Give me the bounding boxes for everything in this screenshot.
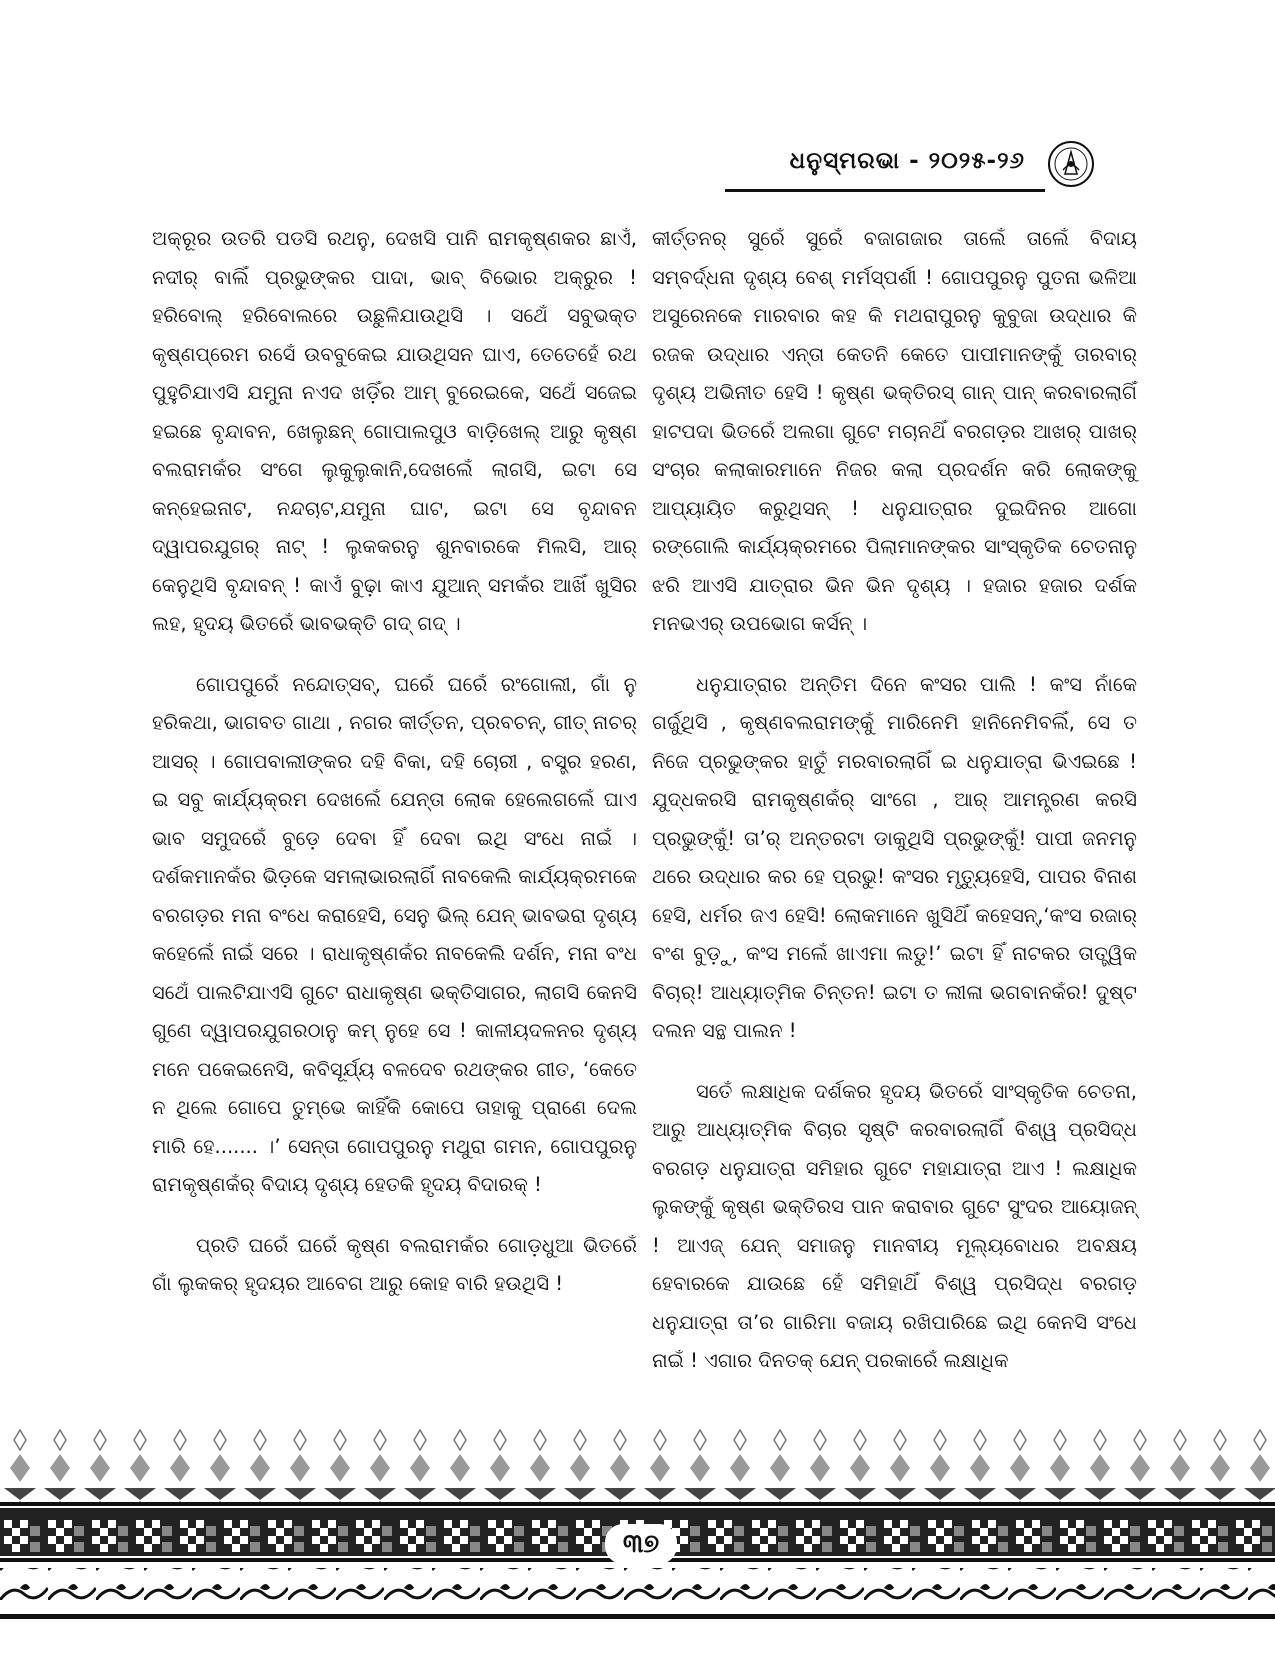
right-column [652,220,1137,1381]
paragraph: ସତେଁ ଲକ୍ଷାଧିକ ଦର୍ଶକର ହୃଦୟ ଭିତରେଁ ସାଂସ୍କୃତିକ ଚେତନା, ଆରୁ ଆଧ୍ୟାତ୍ମିକ ବିଚାର ସୃଷ୍ଟି କରବାରଲାଗିଁ ବିଶ୍ୱ ପ୍ରସିଦ୍ଧ ବରଗଡ଼ ଧନୁଯାତ୍ରା ସମିହାର ଗୁଟେ ମହାଯାତ୍ରା ଆଏ ! ଲକ୍ଷାଧିକ ଲୁକଙ୍କୁଁ କୃଷ୍ଣ ଭକ୍ତିରସ ପାନ କରାବାର ଗୁଟେ ସୁଂଦର ଆୟୋଜନ୍ ! ଆଏଜ୍ ଯେନ୍ ସମାଜନୁ ମାନବୀୟ ମୂଲ୍ୟବୋଧର ଅବକ୍ଷୟ ହେବାରକେ ଯାଉଛେ ହେଁ ସମିହାଥିଁ ବିଶ୍ୱ ପ୍ରସିଦ୍ଧ ବରଗଡ଼ ଧନୁଯାତ୍ରା ତା’ର ଗାରିମା ବଜାୟ ରଖିପାରିଛେ ଇଥି କେନସି ସଂଧେ ନାଇଁ ! ଏଗାର ଦିନତକ୍ ଯେନ୍ ପରକାରେଁ ଲକ୍ଷାଧିକ [652,1079,1137,1372]
paragraph: ଧନୁଯାତ୍ରାର ଅନ୍ତିମ ଦିନେ କଂସର ପାଲି ! କଂସ ନାଁକେ ଗର୍ଜୁଥିସି , କୃଷ୍ଣବଲରାମଙ୍କୁଁ ମାରିନେମି ହାନିନେମିବଲିଁ, ସେ ତ ନିଜେ ପ୍ରଭୁଙ୍କର ହାତୁଁ ମରବାରଲାଗିଁ ଇ ଧନୁଯାତ୍ରା ଭିଏଇଛେ ! ଯୁଦ୍ଧକରସି ରାମକୃଷ୍ଣକଁର୍ ସାଂଗେ , ଆର୍ ଆମନ୍ତ୍ରଣ କରସି ପ୍ରଭୁଙ୍କୁଁ! ତା’ର୍ ଅନ୍ତରଟା ଡାକୁଥିସି ପ୍ରଭୁଙ୍କୁଁ! ପାପୀ ଜନମନୁ ଥରେ ଉଦ୍ଧାର କର ହେ ପ୍ରଭୁ! କଂସର ମୃତ୍ୟୁହେସି, ପାପର ବିନାଶ ହେସି, ଧର୍ମର ଜଏ ହେସି! ଲୋକମାନେ ଖୁସିଥିଁ କହେସନ୍,‘କଂସ ରଜାର୍ ବଂଶ ବୁଡ଼ୁ, କଂସ ମଲେଁ ଖାଏମା ଲଡୁ!’ ଇଟା ହିଁ ନାଟକର ତାତ୍ତ୍ୱିକ ବିଚାର୍! ଆଧ୍ୟାତ୍ମିକ ଚିନ୍ତନ! ଇଟା ତ ଲୀଳା ଭଗବାନକଁର! ଦୁଷ୍ଟ ଦଲନ ସନ୍ଥ ପାଲନ ! [652,672,1137,1042]
page-number: ୩୭ [605,1524,677,1564]
paragraph: ଗୋପପୁରେଁ ନନ୍ଦୋତ୍ସବ୍, ଘରେଁ ଘରେଁ ରଂଗୋଲୀ, ଗାଁ ନୁ ହରିକଥା, ଭାଗବତ ଗାଥା , ନଗର କୀର୍ତ୍ତନ, ପ୍ରବଚନ୍, ଗୀତ୍ ନାଚର୍ ଆସର୍ । ଗୋପବାଲୀଙ୍କର ଦହି ବିକା, ଦହି ଚୋରୀ , ବସ୍ତ୍ର ହରଣ, ଇ ସବୁ କାର୍ଯ୍ୟକ୍ରମ ଦେଖଲେଁ ଯେନ୍ତା ଲୋକ ହେଲେଗଲେଁ ଘାଏ ଭାବ ସମୁଦରେଁ ବୁଡ଼େ ଦେବା ହିଁ ଦେବା ଇଥି ସଂଧେ ନାଇଁ । ଦର୍ଶକମାନକଁର ଭିଡ଼କେ ସମଲାଭାରଲାଗିଁ ନାବକେଲି କାର୍ଯ୍ୟକ୍ରମକେ ବରଗଡ଼ର ମନା ବଂଧେ କରାହେସି, ସେନୁ ଭିଲ୍ ଯେନ୍ ଭାବଭରା ଦୃଶ୍ୟ କହେଲେଁ ନାଇଁ ସରେ । ରାଧାକୃଷ୍ଣକଁର ନାବକେଲି ଦର୍ଶନ, ମନା ବଂଧ ସଥେଁ ପାଲଟିଯାଏସି ଗୁଟେ ରାଧାକୃଷ୍ଣ ଭକ୍ତିସାଗର, ଲାଗସି କେନସି ଗୁଣେ ଦ୍ୱାପରଯୁଗରଠାନୁ କମ୍ ନୁହେ ସେ ! କାଳୀୟଦଳନର ଦୃଶ୍ୟ ମନେ ପକେଇନେସି, କବିସୂର୍ଯ୍ୟ ବଳଦେବ ରଥଙ୍କର ଗୀତ, ‘କେତେ ନ ଥିଲେ ଗୋପେ ତୁମ୍ଭେ କାହିଁକି କୋପେ ତାହାକୁ ପ୍ରାଣେ ଦେଲ ମାରି ହେ....... ।’ ସେନ୍ତା ଗୋପପୁରନୁ ମଥୁରା ଗମନ, ଗୋପପୁରନୁ ରାମକୃଷ୍ଣକଁର୍ ବିଦାୟ ଦୃଶ୍ୟ ହେତକି ହୃଦୟ ବିଦାରକ୍ ! [152,672,637,1196]
paragraph: ଅକ୍ରୂର ଉତରି ପଡସି ରଥନୁ, ଦେଖସି ପାନି ରାମକୃଷ୍ଣକର ଛାଏଁ, ନଦୀର୍ ବାଲିଁ ପ୍ରଭୁଙ୍କର ପାଦା, ଭାବ୍ ବିଭୋର ଅକ୍ରୁର ! ହରିବୋଲ୍ ହରିବୋଲରେ ଉଛୁଳିଯାଉଥିସି । ସଥେଁ ସବୁଭକ୍ତ କୃଷ୍ଣପ୍ରେମ ରସେଁ ଉବବୁକେଇ ଯାଉଥିସନ ଘାଏ, ତେତେହେଁ ରଥ ପୁହୁଚିଯାଏସି ଯମୁନା ନଏଦ ଖଡ଼ିଁର ଆମ୍ ବୁରେଇକେ, ସଥେଁ ସଜେଇ ହଇଛେ ବୃନ୍ଦାବନ, ଖେଲୁଛନ୍ ଗୋପାଲପୁଓ ବାଡ଼ିଖେଲ୍ ଆରୁ କୃଷ୍ଣ ବଲରାମକଁର ସଂଗେ ଲୁକୁଲୁକାନି,ଦେଖଲେଁ ଲାଗସି, ଇଟା ସେ କନ୍ହେଇନାଟ, ନନ୍ଦଚାଟ,ଯମୁନା ଘାଟ, ଇଟା ସେ ବୃନ୍ଦାବନ ଦ୍ୱାପରଯୁଗର୍ ନାଟ୍ ! ଲୁକକରନୁ ଶୁନବାରକେ ମିଲସି, ଆର୍ କେନୁଥିସି ବୃନ୍ଦାବନ୍ ! କାଏଁ ବୁଢ଼ା କାଏ ଯୁଆନ୍ ସମକଁର ଆଖିଁ ଖୁସିର ଲହ, ହୃଦୟ ଭିତରେଁ ଭାବଭକ୍ତି ଗଦ୍ ଗଦ୍ । [152,227,637,635]
paragraph: କୀର୍ତ୍ତନର୍ ସୁରେଁ ସୁରେଁ ବଜାଗଜାର ତାଲେଁ ତାଲେଁ ବିଦାୟ ସମ୍ବର୍ଦ୍ଧନା ଦୃଶ୍ୟ ବେଶ୍ ମର୍ମସ୍ପର୍ଶୀ ! ଗୋପପୁରନୁ ପୁତନା ଭଳିଆ ଅସୁରେନକେ ମାରବାର କହ କି ମଥରାପୁରନୁ କୁବୁଜା ଉଦ୍ଧାର କି ରଜକ ଉଦ୍ଧାର ଏନ୍ତା କେତନି କେତେ ପାପୀମାନଙ୍କୁଁ ତାରବାର୍ ଦୃଶ୍ୟ ଅଭିନୀତ ହେସି ! କୃଷ୍ଣ ଭକ୍ତିରସ୍ ଗାନ୍ ପାନ୍ କରବାରଲାଗିଁ ହାଟପଦା ଭିତରେଁ ଅଲଗା ଗୁଟେ ମଚାନଥିଁ ବରଗଡ଼ର ଆଖର୍ ପାଖର୍ ସଂଚାର କଲାକାରମାନେ ନିଜର କଲା ପ୍ରଦର୍ଶନ କରି ଲୋକଙ୍କୁ ଆପ୍ୟାୟିତ କରୁଥିସନ୍ ! ଧନୁଯାତ୍ରାର ଦୁଇଦିନର ଆଗୋ ରଙ୍ଗୋଲି କାର୍ଯ୍ୟକ୍ରମରେ ପିଲାମାନଙ୍କର ସାଂସ୍କୃତିକ ଚେତନାନୁ ଝରି ଆଏସି ଯାତ୍ରାର ଭିନ ଭିନ ଦୃଶ୍ୟ । ହଜାର ହଜାର ଦର୍ଶକ ମନଭଏର୍ ଉପଭୋଗ କର୍ସନ୍ । [652,227,1137,635]
header-rule [725,189,1045,192]
running-header-title: ଧନୁସ୍ମରଭା - ୨୦୨୫-୨୬ [789,148,1025,174]
emblem-seal-icon [1047,140,1095,188]
left-column [152,220,637,1304]
page-header [675,140,1095,192]
paragraph: ପ୍ରତି ଘରେଁ ଘରେଁ କୃଷ୍ଣ ବଲରାମକଁର ଗୋଡ଼ଧୁଆ ଭିତରେଁ ଗାଁ ଲୁକକର୍ ହୃଦୟର ଆବେଗ ଆରୁ କୋହ ବାରି ହଉଥିସି ! [152,1233,637,1295]
